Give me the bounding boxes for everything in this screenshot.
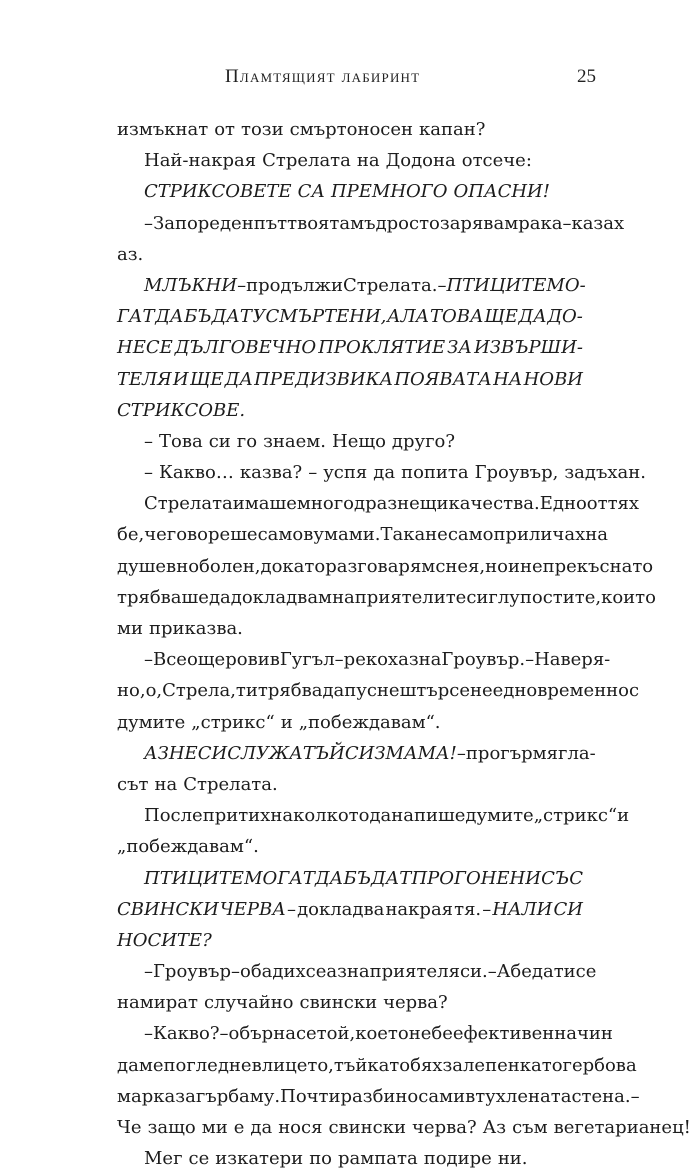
text-word: ми.	[348, 524, 381, 546]
text-word: имаше	[232, 493, 297, 515]
text-word: МО-	[546, 274, 586, 296]
text-word: на	[332, 586, 355, 608]
text-word: „стрикс“	[533, 805, 618, 827]
text-word: му.	[249, 1085, 281, 1107]
text-word: ЩЕ	[189, 368, 224, 390]
text-word: сът	[117, 773, 149, 795]
text-word: търсене	[416, 680, 493, 702]
text-word: –	[630, 1085, 640, 1107]
text-word: Все	[153, 649, 187, 671]
text-word: с	[629, 680, 640, 702]
text-word: рекох	[343, 649, 399, 671]
text-word: думите	[465, 805, 534, 827]
text-word: ефективен	[452, 1023, 555, 1045]
text-word: дразнещи	[354, 493, 449, 515]
text-word: случайно	[203, 992, 294, 1014]
text-word: той,	[316, 1023, 356, 1045]
text-line	[117, 1112, 691, 1143]
text-line	[117, 644, 611, 675]
text-word: успя	[323, 462, 368, 484]
text-line	[117, 925, 583, 956]
text-word: продължи	[246, 274, 343, 296]
text-word: СТРИКСОВЕТЕ	[144, 181, 292, 203]
text-word: Това	[159, 430, 203, 452]
text-word: Едно	[539, 493, 587, 515]
text-word: на	[356, 150, 380, 172]
text-word: гербова	[562, 1054, 637, 1076]
text-word: се	[575, 961, 597, 983]
text-word: глупостите,	[488, 586, 602, 608]
text-line	[117, 707, 583, 738]
text-word: ПОЯВАТА	[394, 368, 492, 390]
text-word: СТРИКСОВЕ.	[117, 399, 246, 421]
text-word: Така	[380, 524, 426, 546]
text-word: да	[373, 462, 396, 484]
text-word: ПРОГОНЕНИ	[411, 867, 541, 889]
text-word: се	[295, 1023, 317, 1045]
text-word: трябваше	[117, 586, 209, 608]
text-word: Додона	[385, 150, 456, 172]
text-word: приказва.	[149, 618, 243, 639]
text-line	[117, 364, 583, 395]
text-word: Стрелата.	[342, 274, 438, 296]
text-word: накрая	[385, 898, 454, 920]
text-word: и	[617, 805, 630, 827]
text-word: го	[236, 430, 258, 452]
text-word: ДА	[315, 867, 344, 889]
text-word: залепен	[442, 1054, 520, 1076]
text-line	[117, 956, 597, 987]
text-word: свински	[328, 1117, 407, 1138]
text-word: думите	[117, 711, 186, 733]
text-line	[117, 863, 583, 894]
text-line	[117, 769, 583, 800]
text-word: твоята	[287, 212, 351, 234]
text-word: ЩЕ	[484, 306, 518, 328]
text-word: на	[154, 773, 178, 795]
text-word: Гроувър	[153, 961, 231, 983]
text-word: ме	[138, 1054, 164, 1076]
text-line	[117, 145, 583, 176]
text-word: СИ	[553, 898, 583, 920]
text-word: бях	[410, 1054, 443, 1076]
text-word: ТОВА	[429, 306, 484, 328]
text-word: –	[144, 961, 153, 983]
text-word: МОГАТ	[244, 867, 315, 889]
text-word: озарява	[429, 212, 505, 234]
text-line	[117, 426, 583, 457]
text-word: ДА	[224, 368, 253, 390]
running-head	[0, 66, 700, 96]
text-word: казва?	[239, 462, 303, 484]
text-word: мрака	[504, 212, 563, 234]
text-line	[117, 987, 583, 1018]
text-word: ми	[201, 1117, 228, 1138]
text-word: на	[585, 524, 608, 546]
text-word: СИ	[197, 742, 228, 764]
text-word: докладва	[297, 898, 385, 920]
text-word: ЧЕРВА	[219, 898, 286, 920]
text-word: БЪДАТ	[343, 867, 412, 889]
text-word: и	[280, 711, 293, 733]
text-word: ОПАСНИ!	[453, 181, 550, 203]
text-word: е	[233, 1117, 245, 1138]
text-word: тъй	[333, 1054, 368, 1076]
text-word: –	[308, 462, 318, 484]
text-word: Най-накрая	[144, 150, 257, 172]
text-word: приличах	[493, 524, 586, 546]
text-word: ТЕЛЯ	[117, 368, 172, 390]
text-word: –	[525, 649, 535, 671]
text-word: рови	[225, 649, 270, 671]
text-word: подире	[423, 1148, 492, 1170]
text-word: напише	[391, 805, 466, 827]
text-word: съм	[512, 1117, 548, 1138]
text-word: АЗ	[144, 742, 169, 764]
text-word: ДО-	[547, 306, 583, 328]
text-word: пореден	[174, 212, 254, 234]
text-word: Гроувър,	[474, 462, 559, 484]
text-word: обадих	[239, 961, 306, 983]
text-word: отсече:	[461, 150, 532, 172]
text-word: –	[144, 212, 153, 234]
text-word: много	[296, 493, 354, 515]
text-word: път	[253, 212, 288, 234]
text-line	[117, 457, 646, 488]
text-line	[117, 738, 596, 769]
text-line	[117, 1018, 613, 1049]
text-line	[117, 1081, 640, 1112]
text-line	[117, 800, 630, 831]
text-word: –	[286, 898, 296, 920]
text-word: непрекъснато	[519, 555, 654, 577]
text-line	[117, 1050, 637, 1081]
text-line	[117, 239, 583, 270]
text-word: си	[208, 430, 231, 452]
text-word: Какво?	[153, 1023, 220, 1045]
text-line	[117, 332, 583, 363]
text-word: които	[601, 586, 656, 608]
text-word: Абе	[496, 961, 532, 983]
text-word: докато	[260, 555, 326, 577]
text-word: тухлената	[475, 1085, 572, 1107]
text-word: НАЛИ	[492, 898, 553, 920]
text-word: ГАТ	[117, 306, 155, 328]
text-word: Стрелата	[262, 150, 351, 172]
text-word: в	[251, 1054, 262, 1076]
text-word: нося	[278, 1117, 323, 1138]
text-word: Стрелата	[144, 493, 233, 515]
text-word: притихна	[202, 805, 294, 827]
text-word: Аз	[482, 1117, 507, 1138]
text-word: капан?	[419, 119, 486, 140]
text-word: –	[230, 961, 240, 983]
text-word: прогърмя	[465, 742, 559, 764]
text-word: СЪС	[541, 867, 583, 889]
text-line	[117, 831, 583, 862]
text-word: но,	[117, 680, 146, 702]
text-word: Стрелата.	[183, 773, 278, 795]
text-word: ИЗВЪРШИ-	[474, 337, 583, 359]
text-word: по	[309, 1148, 333, 1170]
text-line	[117, 519, 608, 550]
text-word: ЗА	[447, 337, 473, 359]
text-word: ИЗМАМА!	[358, 742, 457, 764]
text-word: СА	[297, 181, 325, 203]
text-word: пуснеш	[344, 680, 417, 702]
text-word: защо	[147, 1117, 196, 1138]
text-word: вегетарианец!	[553, 1117, 691, 1138]
text-word: и	[507, 555, 520, 577]
text-word: че	[144, 524, 167, 546]
text-word: ДЪЛГОВЕЧНО	[174, 337, 317, 359]
text-word: си.	[459, 961, 488, 983]
text-word: –	[144, 430, 153, 452]
text-word: да	[369, 805, 392, 827]
text-word: рампата	[338, 1148, 418, 1170]
text-line	[117, 613, 583, 644]
text-word: от	[586, 493, 608, 515]
text-word: БЪДАТ	[184, 306, 252, 328]
text-word: задъхан.	[564, 462, 646, 484]
text-line	[117, 675, 640, 706]
text-word: бе,	[117, 524, 145, 546]
text-word: о,	[145, 680, 163, 702]
text-word: За	[153, 212, 175, 234]
text-word: разговарям	[325, 555, 436, 577]
text-word: –	[144, 462, 153, 484]
text-word: колкото	[293, 805, 370, 827]
text-word: да	[531, 961, 554, 983]
text-word: НА	[493, 368, 523, 390]
text-word: не	[425, 524, 448, 546]
text-word: –	[562, 212, 572, 234]
text-line	[117, 270, 586, 301]
text-word: ДА	[518, 306, 547, 328]
text-word: НОСИТЕ?	[117, 929, 212, 951]
text-word: –	[487, 961, 497, 983]
text-word: –	[237, 274, 247, 296]
text-line	[117, 551, 654, 582]
text-word: само	[257, 524, 304, 546]
text-word: носа	[395, 1085, 440, 1107]
text-line	[117, 582, 656, 613]
text-word: не	[408, 1023, 432, 1045]
text-word: ПРОКЛЯТИЕ	[318, 337, 446, 359]
text-word: на	[346, 961, 370, 983]
text-word: нея,	[445, 555, 486, 577]
text-word: И	[172, 368, 189, 390]
text-word: което	[355, 1023, 409, 1045]
text-line	[117, 208, 625, 239]
text-word: мъдрост	[350, 212, 430, 234]
text-word: –	[219, 1023, 229, 1045]
text-word: знаем.	[263, 430, 326, 452]
text-word: тях	[607, 493, 640, 515]
text-word: тя.	[454, 898, 482, 920]
page-number: 25	[577, 66, 596, 87]
text-word: „стрикс“	[191, 711, 275, 733]
text-word: ПРЕДИЗВИКА	[254, 368, 394, 390]
text-word: да	[322, 680, 345, 702]
text-line	[117, 395, 583, 426]
text-word: ПТИЦИТЕ	[446, 274, 547, 296]
text-word: в	[303, 524, 314, 546]
text-word: Гугъл	[279, 649, 335, 671]
text-word: смъртоносен	[289, 119, 414, 140]
text-word: УСМЪРТЕНИ,	[252, 306, 387, 328]
text-word: качества.	[448, 493, 540, 515]
text-word: като	[367, 1054, 411, 1076]
text-word: намират	[117, 992, 198, 1014]
text-word: ПРЕМНОГО	[330, 181, 448, 203]
text-word: МЛЪКНИ	[144, 274, 238, 296]
text-line	[117, 176, 583, 207]
text-word: приятелите	[354, 586, 467, 608]
text-line	[117, 301, 583, 332]
text-word: Наверя-	[534, 649, 611, 671]
text-word: НОВИ	[523, 368, 583, 390]
text-word: начин	[554, 1023, 613, 1045]
text-line	[117, 894, 583, 925]
text-word: Какво…	[159, 462, 234, 484]
text-word: стена.	[571, 1085, 631, 1107]
text-word: лицето,	[261, 1054, 334, 1076]
text-word: да	[250, 1117, 273, 1138]
text-word: се	[305, 961, 327, 983]
text-word: в	[269, 649, 280, 671]
text-word: С	[344, 742, 359, 764]
text-word: приятеля	[369, 961, 460, 983]
text-line	[117, 1143, 583, 1174]
text-word: с	[435, 555, 446, 577]
text-word: –	[144, 649, 153, 671]
text-word: бе	[431, 1023, 453, 1045]
text-word: трябва	[257, 680, 323, 702]
text-word: черва?	[412, 1117, 477, 1138]
text-word: обърна	[228, 1023, 296, 1045]
text-word: още	[186, 649, 226, 671]
text-word: докладвам	[230, 586, 333, 608]
text-word: –	[334, 649, 344, 671]
text-word: се	[188, 1148, 210, 1170]
text-word: –	[144, 1023, 153, 1045]
text-word: Почти	[280, 1085, 341, 1107]
text-word: този	[241, 119, 284, 140]
text-word: да	[117, 1054, 139, 1076]
text-word: изкатери	[215, 1148, 304, 1170]
text-word: си	[466, 586, 489, 608]
text-word: попита	[401, 462, 469, 484]
text-word: СВИНСКИ	[117, 898, 219, 920]
text-word: ми	[117, 618, 143, 639]
text-word: ума	[313, 524, 349, 546]
body-text	[117, 114, 691, 1174]
text-word: ми	[439, 1085, 466, 1107]
text-word: казах	[571, 212, 625, 234]
text-word: но	[485, 555, 508, 577]
text-word: измъкнат	[117, 119, 209, 140]
text-word: от	[214, 119, 236, 140]
text-word: марка	[117, 1085, 176, 1107]
book-title: Пламтящият лабиринт	[225, 66, 421, 87]
text-word: „побеждавам“.	[298, 711, 441, 733]
text-word: ДА	[155, 306, 184, 328]
text-word: НЕ	[168, 742, 198, 764]
text-word: ни.	[497, 1148, 528, 1170]
text-word: само	[447, 524, 494, 546]
text-word: После	[144, 805, 203, 827]
text-word: ти	[235, 680, 258, 702]
text-word: друго?	[391, 430, 456, 452]
text-word: –	[456, 742, 466, 764]
text-word: –	[482, 898, 492, 920]
text-word: НЕСЕ	[117, 337, 173, 359]
text-word: черва?	[383, 992, 448, 1014]
text-word: душевноболен,	[117, 555, 261, 577]
text-word: Гроувър.	[441, 649, 526, 671]
text-word: Стрела,	[162, 680, 236, 702]
text-word: гла-	[558, 742, 596, 764]
text-word: –	[437, 274, 447, 296]
text-word: в	[465, 1085, 476, 1107]
text-word: ПТИЦИТЕ	[144, 867, 244, 889]
text-line	[117, 114, 583, 145]
text-word: да	[208, 586, 231, 608]
text-word: АЛА	[387, 306, 430, 328]
text-word: на	[418, 649, 442, 671]
text-word: аз	[326, 961, 347, 983]
text-word: погледне	[163, 1054, 252, 1076]
text-word: аз	[398, 649, 419, 671]
text-word: ти	[553, 961, 576, 983]
text-word: СЛУЖА	[227, 742, 303, 764]
text-word: едновременно	[492, 680, 630, 702]
text-word: ТЪЙ	[302, 742, 345, 764]
text-word: свински	[299, 992, 378, 1014]
text-word: разби	[340, 1085, 396, 1107]
text-word: „побеждавам“.	[117, 836, 259, 858]
text-word: за	[175, 1085, 196, 1107]
text-word: Нещо	[332, 430, 386, 452]
text-word: говореше	[166, 524, 258, 546]
text-word: като	[519, 1054, 563, 1076]
text-line	[117, 488, 640, 519]
text-word: Че	[117, 1117, 142, 1138]
text-word: аз.	[117, 243, 144, 265]
text-word: Мег	[144, 1148, 183, 1170]
text-word: гърба	[195, 1085, 250, 1107]
